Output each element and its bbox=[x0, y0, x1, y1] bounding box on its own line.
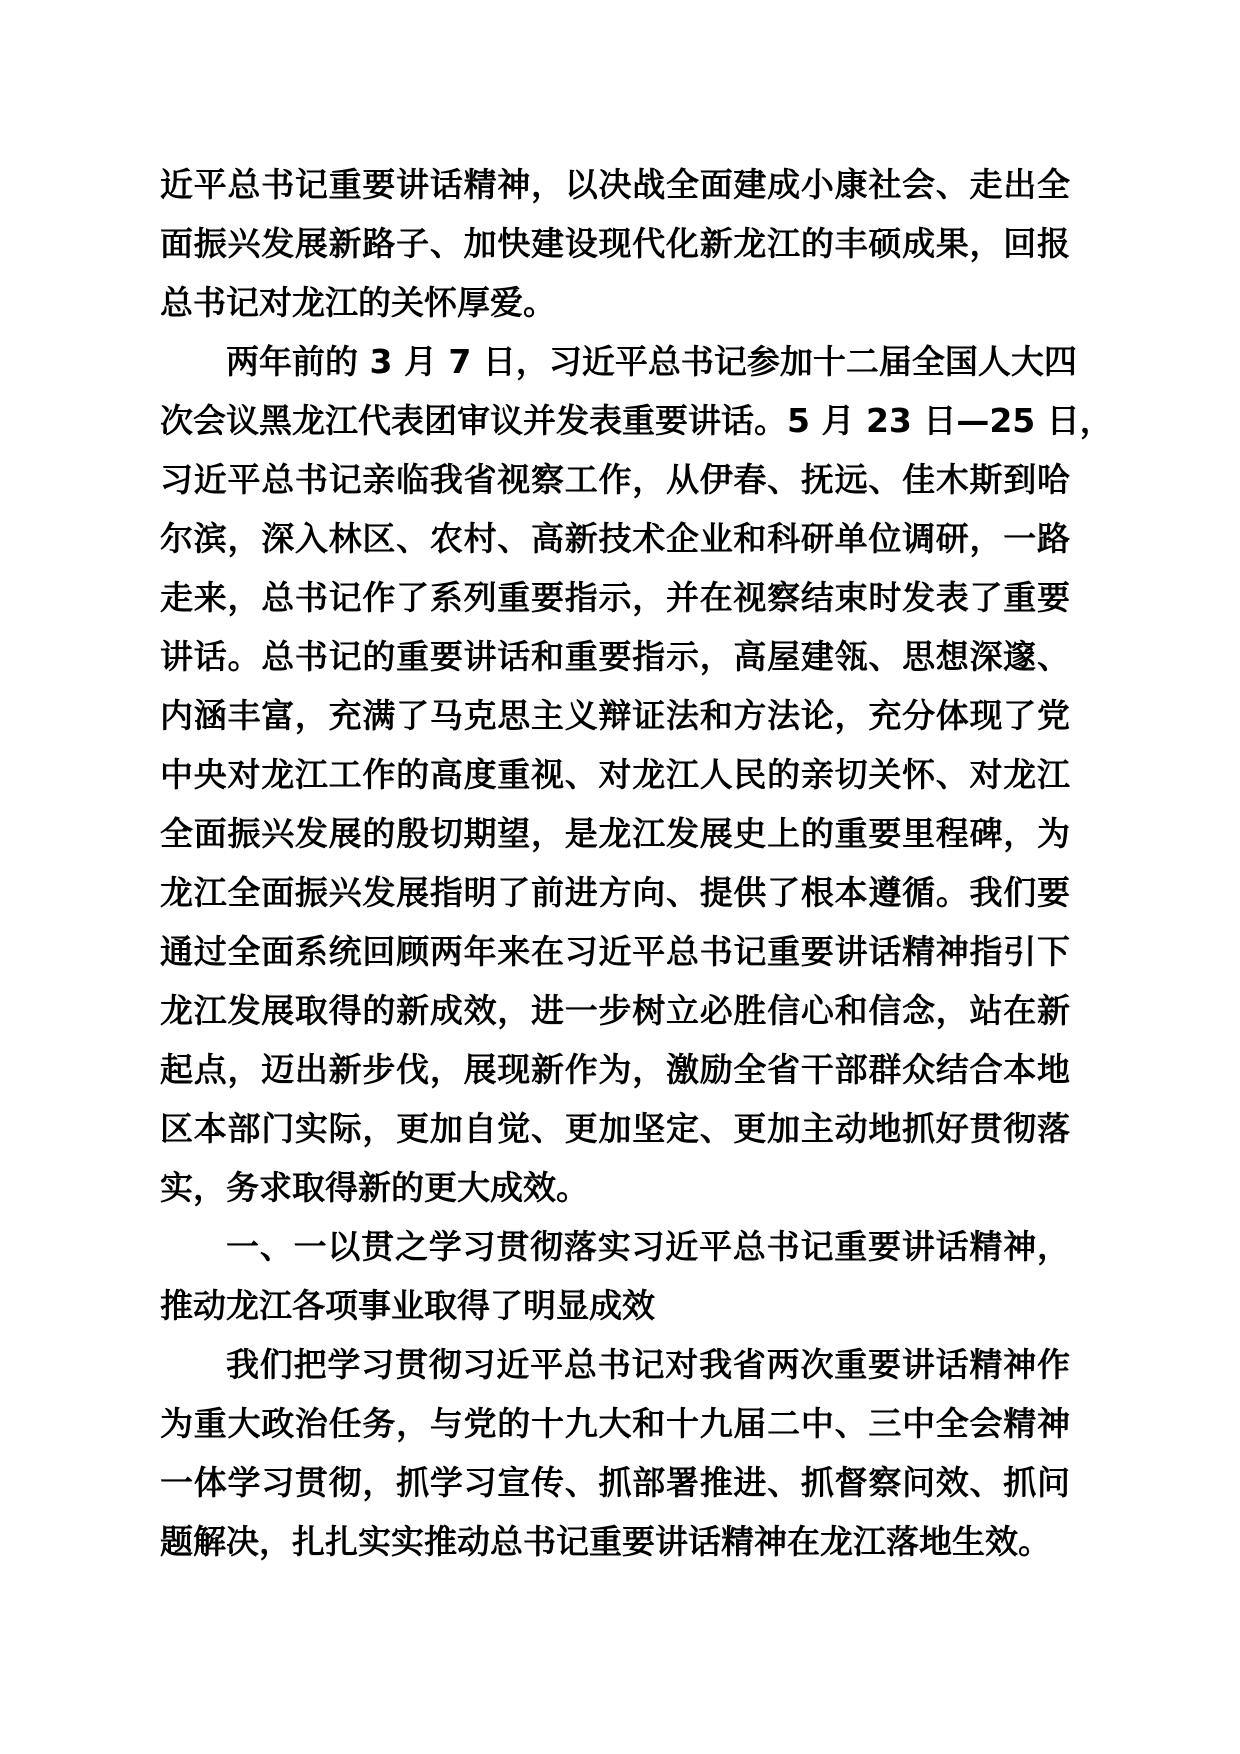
text-line: 通过全面系统回顾两年来在习近平总书记重要讲话精神指引下 bbox=[160, 932, 1070, 971]
document-body bbox=[160, 155, 1113, 1571]
text-line: 次会议黑龙江代表团审议并发表重要讲话。5 月 23 日—25 日， bbox=[160, 401, 1113, 440]
text-line: 龙江全面振兴发展指明了前进方向、提供了根本遵循。我们要 bbox=[160, 873, 1070, 912]
text-line: 尔滨，深入林区、农村、高新技术企业和科研单位调研，一路 bbox=[160, 519, 1070, 558]
text-line: 走来，总书记作了系列重要指示，并在视察结束时发表了重要 bbox=[160, 578, 1070, 617]
text-line: 总书记对龙江的关怀厚爱。 bbox=[160, 283, 556, 322]
text-line: 全面振兴发展的殷切期望，是龙江发展史上的重要里程碑，为 bbox=[160, 814, 1070, 853]
text-line: 近平总书记重要讲话精神，以决战全面建成小康社会、走出全 bbox=[160, 165, 1070, 204]
text-line: 龙江发展取得的新成效，进一步树立必胜信心和信念，站在新 bbox=[160, 991, 1070, 1030]
text-line: 实，务求取得新的更大成效。 bbox=[160, 1168, 589, 1207]
paragraph-first-line: 两年前的 3 月 7 日，习近平总书记参加十二届全国人大四 bbox=[226, 342, 1077, 381]
text-line: 习近平总书记亲临我省视察工作，从伊春、抚远、佳木斯到哈 bbox=[160, 460, 1070, 499]
text-line: 讲话。总书记的重要讲话和重要指示，高屋建瓴、思想深邃、 bbox=[160, 637, 1070, 676]
text-line: 一体学习贯彻，抓学习宣传、抓部署推进、抓督察问效、抓问 bbox=[160, 1463, 1070, 1502]
paragraph-first-line: 我们把学习贯彻习近平总书记对我省两次重要讲话精神作 bbox=[226, 1345, 1070, 1384]
text-line: 题解决，扎扎实实推动总书记重要讲话精神在龙江落地生效。 bbox=[160, 1522, 1051, 1561]
text-line: 起点，迈出新步伐，展现新作为，激励全省干部群众结合本地 bbox=[160, 1050, 1070, 1089]
text-line: 内涵丰富，充满了马克思主义辩证法和方法论，充分体现了党 bbox=[160, 696, 1070, 735]
section-heading-line: 一、一以贯之学习贯彻落实习近平总书记重要讲话精神， bbox=[226, 1227, 1070, 1266]
text-line: 面振兴发展新路子、加快建设现代化新龙江的丰硕成果，回报 bbox=[160, 224, 1070, 263]
section-heading-line: 推动龙江各项事业取得了明显成效 bbox=[160, 1286, 655, 1325]
text-line: 区本部门实际，更加自觉、更加坚定、更加主动地抓好贯彻落 bbox=[160, 1109, 1070, 1148]
text-line: 为重大政治任务，与党的十九大和十九届二中、三中全会精神 bbox=[160, 1404, 1070, 1443]
text-line: 中央对龙江工作的高度重视、对龙江人民的亲切关怀、对龙江 bbox=[160, 755, 1070, 794]
